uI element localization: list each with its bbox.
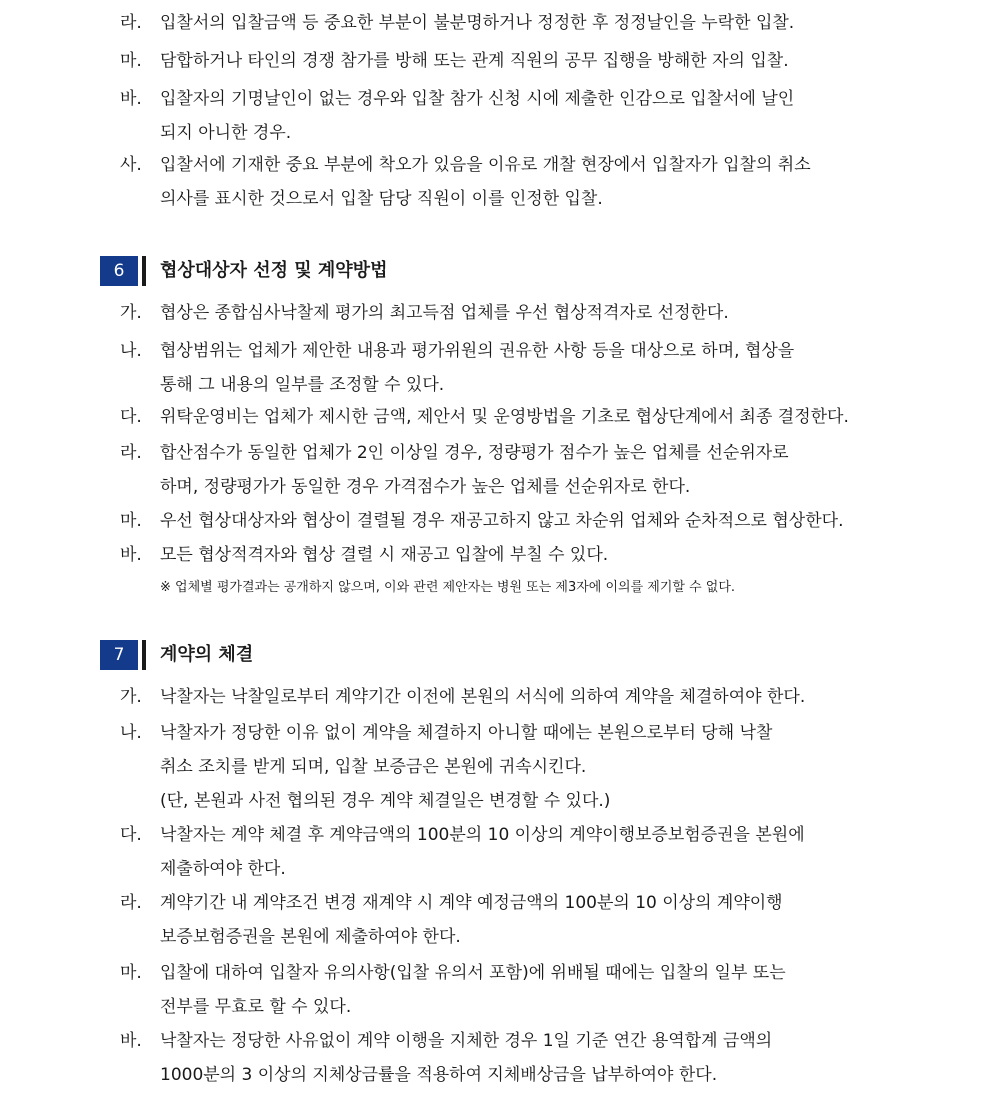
item-marker: 바. [120,545,142,565]
item-line: 낙찰자는 낙찰일로부터 계약기간 이전에 본원의 서식에 의하여 계약을 체결하여야 한다. [160,687,806,707]
item-text [160,680,805,714]
item-line: (단, 본원과 사전 협의된 경우 계약 체결일은 변경할 수 있다.) [160,791,611,811]
item-line: 보증보험증권을 본원에 제출하여야 한다. [160,927,461,947]
item-marker: 사. [120,155,142,175]
item-marker: 마. [120,51,142,71]
item-line: 전부를 무효로 할 수 있다. [160,997,352,1017]
item-line: 낙찰자는 계약 체결 후 계약금액의 100분의 10 이상의 계약이행보증보험증권을 본원에 [160,825,805,845]
item-line: 우선 협상대상자와 협상이 결렬될 경우 재공고하지 않고 차순위 업체와 순차적으로 협상한다. [160,511,844,531]
item-marker: 마. [120,963,142,983]
item-text [160,296,729,330]
section-divider-bar [142,640,146,670]
item-line: 합산점수가 동일한 업체가 2인 이상일 경우, 정량평가 점수가 높은 업체를 선순위자로 [160,443,789,463]
item-marker: 가. [120,303,142,323]
item-text [160,436,789,504]
item-text [160,6,794,40]
footnote: ※ 업체별 평가결과는 공개하지 않으며, 이와 관련 제안자는 병원 또는 제3자에 이의를 제기할 수 없다. [160,580,736,595]
item-line: 담합하거나 타인의 경쟁 참가를 방해 또는 관계 직원의 공무 집행을 방해한 자의 입찰. [160,51,789,71]
item-line: 제출하여야 한다. [160,859,286,879]
section-number-badge: 6 [100,256,138,286]
item-marker: 라. [120,893,142,913]
item-line: 하며, 정량평가가 동일한 경우 가격점수가 높은 업체를 선순위자로 한다. [160,477,691,497]
item-text [160,148,811,216]
item-text [160,716,772,818]
item-line: 입찰서에 기재한 중요 부분에 착오가 있음을 이유로 개찰 현장에서 입찰자가 입찰의 취소 [160,155,811,175]
item-text [160,818,805,886]
section-title: 계약의 체결 [160,644,254,665]
item-line: 계약기간 내 계약조건 변경 재계약 시 계약 예정금액의 100분의 10 이상의 계약이행 [160,893,783,913]
section-title: 협상대상자 선정 및 계약방법 [160,260,388,281]
item-text [160,82,794,150]
item-line: 입찰서의 입찰금액 등 중요한 부분이 불분명하거나 정정한 후 정정날인을 누락한 입찰. [160,13,795,33]
item-line: 위탁운영비는 업체가 제시한 금액, 제안서 및 운영방법을 기초로 협상단계에서 최종 결정한다. [160,407,849,427]
item-line: 낙찰자는 정당한 사유없이 계약 이행을 지체한 경우 1일 기준 연간 용역합계 금액의 [160,1031,773,1051]
item-text [160,1024,772,1092]
item-text [160,538,608,572]
section-divider-bar [142,256,146,286]
item-marker: 라. [120,443,142,463]
item-line: 의사를 표시한 것으로서 입찰 담당 직원이 이를 인정한 입찰. [160,189,603,209]
item-line: 낙찰자가 정당한 이유 없이 계약을 체결하지 아니할 때에는 본원으로부터 당해 낙찰 [160,723,773,743]
item-marker: 가. [120,687,142,707]
item-marker: 라. [120,13,142,33]
item-marker: 다. [120,407,142,427]
item-line: 모든 협상적격자와 협상 결렬 시 재공고 입찰에 부칠 수 있다. [160,545,609,565]
item-line: 통해 그 내용의 일부를 조정할 수 있다. [160,375,445,395]
item-text [160,504,843,538]
section-number-badge: 7 [100,640,138,670]
item-marker: 마. [120,511,142,531]
item-line: 취소 조치를 받게 되며, 입찰 보증금은 본원에 귀속시킨다. [160,757,587,777]
item-line: 입찰자의 기명날인이 없는 경우와 입찰 참가 신청 시에 제출한 인감으로 입찰서에 날인 [160,89,795,109]
item-text [160,334,794,402]
item-marker: 나. [120,341,142,361]
item-marker: 나. [120,723,142,743]
item-marker: 다. [120,825,142,845]
item-marker: 바. [120,89,142,109]
item-line: 입찰에 대하여 입찰자 유의사항(입찰 유의서 포함)에 위배될 때에는 입찰의 일부 또는 [160,963,786,983]
item-line: 협상은 종합심사낙찰제 평가의 최고득점 업체를 우선 협상적격자로 선정한다. [160,303,729,323]
item-text [160,956,786,1024]
item-text [160,44,789,78]
item-line: 협상범위는 업체가 제안한 내용과 평가위원의 권유한 사항 등을 대상으로 하며, 협상을 [160,341,795,361]
item-marker: 바. [120,1031,142,1051]
item-text [160,886,783,954]
item-line: 되지 아니한 경우. [160,123,292,143]
item-text [160,400,849,434]
item-line: 1000분의 3 이상의 지체상금률을 적용하여 지체배상금을 납부하여야 한다. [160,1065,718,1085]
